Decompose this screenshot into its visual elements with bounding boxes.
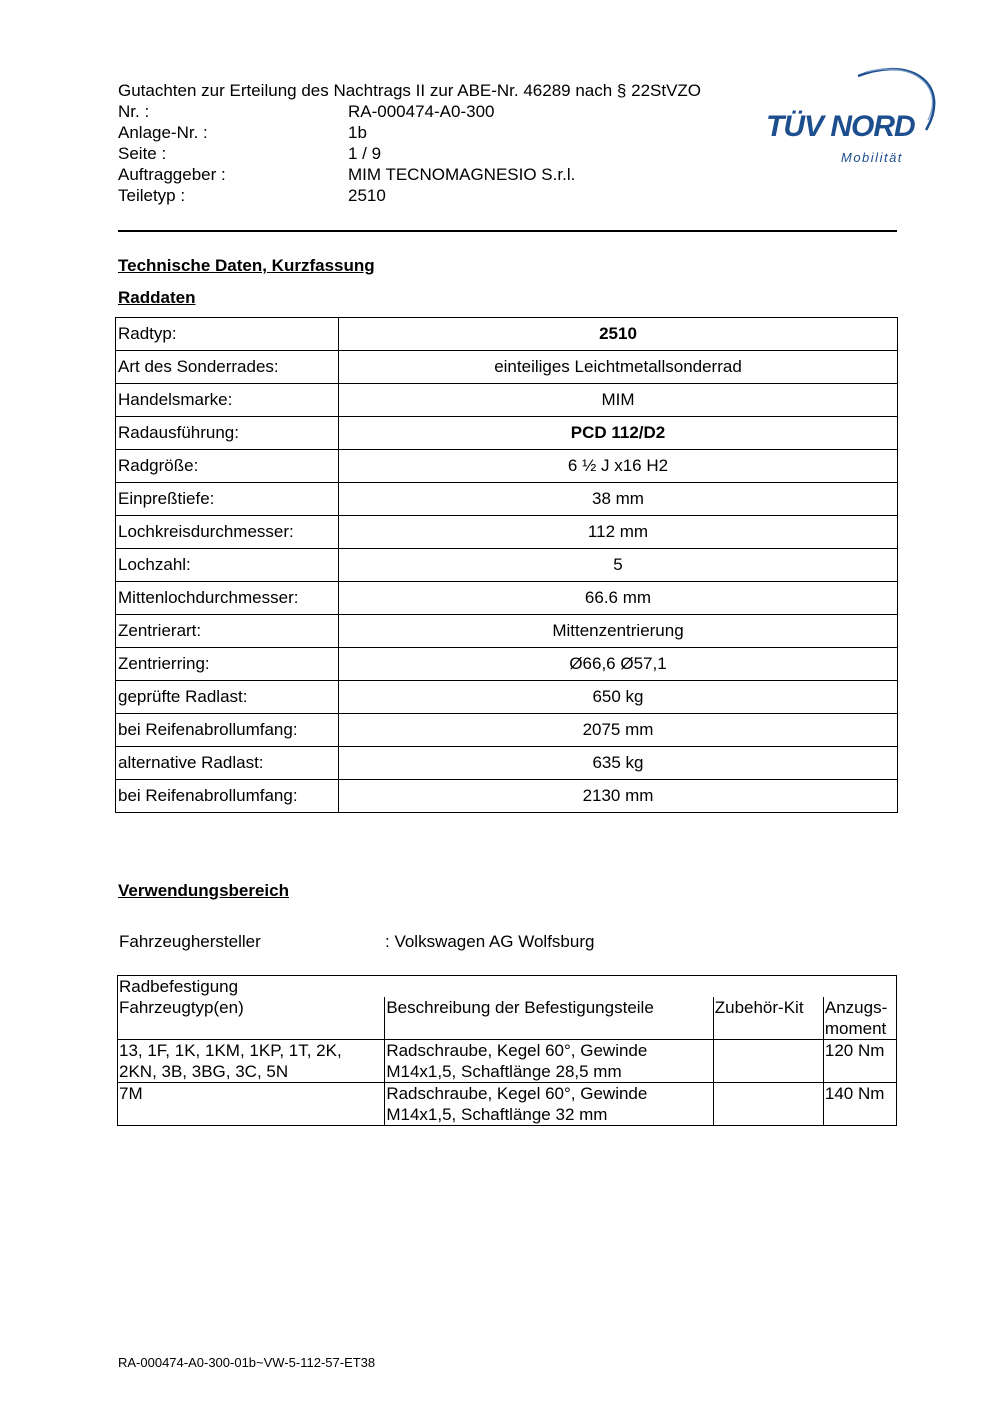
meta-row-teiletyp bbox=[118, 185, 701, 206]
table-title-row bbox=[118, 976, 897, 998]
meta-row-seite bbox=[118, 143, 701, 164]
column-header: Fahrzeugtyp(en) bbox=[118, 997, 385, 1040]
row-label: bei Reifenabrollumfang: bbox=[116, 714, 339, 747]
fixing-description-cell: Radschraube, Kegel 60°, Gewinde M14x1,5, Schaftlänge 28,5 mm bbox=[385, 1040, 713, 1083]
table-row bbox=[118, 1083, 897, 1126]
row-label: Radtyp: bbox=[116, 318, 339, 351]
logo-wordmark: TÜV NORD bbox=[766, 110, 915, 143]
row-label: Radgröße: bbox=[116, 450, 339, 483]
wheel-data-heading: Raddaten bbox=[118, 288, 196, 307]
section-title: Technische Daten, Kurzfassung bbox=[118, 256, 375, 275]
document-title: Gutachten zur Erteilung des Nachtrags II zur ABE-Nr. 46289 nach § 22StVZO bbox=[118, 81, 702, 100]
torque-cell: 140 Nm bbox=[823, 1083, 896, 1126]
row-value: 66.6 mm bbox=[339, 582, 898, 615]
meta-row-auftraggeber bbox=[118, 164, 701, 185]
table-row bbox=[116, 714, 898, 747]
row-value: 38 mm bbox=[339, 483, 898, 516]
table-header-row bbox=[118, 997, 897, 1040]
accessory-kit-cell bbox=[713, 1083, 823, 1126]
meta-value: 1 / 9 bbox=[348, 144, 382, 163]
table-row bbox=[116, 549, 898, 582]
manufacturer-value: : Volkswagen AG Wolfsburg bbox=[385, 932, 595, 951]
document-footer: RA-000474-A0-300-01b~VW-5-112-57-ET38 bbox=[118, 1355, 376, 1370]
header-divider bbox=[118, 230, 897, 232]
table-row bbox=[116, 747, 898, 780]
accessory-kit-cell bbox=[713, 1040, 823, 1083]
row-value: 2510 bbox=[339, 318, 898, 351]
table-row bbox=[116, 483, 898, 516]
wheel-data-table bbox=[115, 317, 898, 813]
vehicle-types-cell: 13, 1F, 1K, 1KM, 1KP, 1T, 2K, 2KN, 3B, 3BG, 3C, 5N bbox=[118, 1040, 385, 1083]
table-row bbox=[116, 351, 898, 384]
table-row bbox=[116, 681, 898, 714]
column-header: Zubehör-Kit bbox=[713, 997, 823, 1040]
row-label: Mittenlochdurchmesser: bbox=[116, 582, 339, 615]
row-value: 6 ½ J x16 H2 bbox=[339, 450, 898, 483]
document-header bbox=[118, 80, 701, 206]
row-value: 2075 mm bbox=[339, 714, 898, 747]
meta-label: Auftraggeber : bbox=[118, 165, 226, 184]
row-label: Art des Sonderrades: bbox=[116, 351, 339, 384]
meta-value: 2510 bbox=[348, 186, 386, 205]
row-label: Zentrierring: bbox=[116, 648, 339, 681]
tuv-nord-logo bbox=[766, 58, 944, 168]
row-label: Lochkreisdurchmesser: bbox=[116, 516, 339, 549]
row-label: Einpreßtiefe: bbox=[116, 483, 339, 516]
column-header: Anzugs-moment bbox=[823, 997, 896, 1040]
torque-cell: 120 Nm bbox=[823, 1040, 896, 1083]
table-row bbox=[116, 780, 898, 813]
row-label: Lochzahl: bbox=[116, 549, 339, 582]
fixing-description-cell: Radschraube, Kegel 60°, Gewinde M14x1,5, Schaftlänge 32 mm bbox=[385, 1083, 713, 1126]
vehicle-types-cell: 7M bbox=[118, 1083, 385, 1126]
row-value: PCD 112/D2 bbox=[339, 417, 898, 450]
row-value: 635 kg bbox=[339, 747, 898, 780]
meta-value: MIM TECNOMAGNESIO S.r.l. bbox=[348, 165, 576, 184]
table-row bbox=[116, 450, 898, 483]
row-value: MIM bbox=[339, 384, 898, 417]
table-title: Radbefestigung bbox=[118, 976, 897, 998]
table-row bbox=[116, 582, 898, 615]
manufacturer-label: Fahrzeughersteller bbox=[119, 932, 261, 951]
row-label: Radausführung: bbox=[116, 417, 339, 450]
row-label: Zentrierart: bbox=[116, 615, 339, 648]
row-label: alternative Radlast: bbox=[116, 747, 339, 780]
row-value: Ø66,6 Ø57,1 bbox=[339, 648, 898, 681]
row-label: Handelsmarke: bbox=[116, 384, 339, 417]
row-value: 112 mm bbox=[339, 516, 898, 549]
table-row bbox=[116, 417, 898, 450]
usage-heading: Verwendungsbereich bbox=[118, 881, 289, 900]
meta-label: Teiletyp : bbox=[118, 186, 186, 205]
meta-value: 1b bbox=[348, 123, 367, 142]
logo-subtitle: Mobilität bbox=[841, 150, 903, 165]
column-header: Beschreibung der Befestigungsteile bbox=[385, 997, 713, 1040]
meta-value: RA-000474-A0-300 bbox=[348, 102, 495, 121]
row-value: 5 bbox=[339, 549, 898, 582]
manufacturer-line bbox=[119, 932, 594, 952]
row-value: Mittenzentrierung bbox=[339, 615, 898, 648]
meta-label: Seite : bbox=[118, 144, 167, 163]
row-value: 2130 mm bbox=[339, 780, 898, 813]
table-row bbox=[116, 648, 898, 681]
table-row bbox=[116, 516, 898, 549]
meta-row-nr bbox=[118, 101, 701, 122]
table-row bbox=[116, 318, 898, 351]
row-value: einteiliges Leichtmetallsonderrad bbox=[339, 351, 898, 384]
row-label: geprüfte Radlast: bbox=[116, 681, 339, 714]
table-row bbox=[118, 1040, 897, 1083]
meta-label: Anlage-Nr. : bbox=[118, 123, 208, 142]
wheel-fixing-table bbox=[117, 975, 897, 1126]
meta-label: Nr. : bbox=[118, 102, 150, 121]
table-row bbox=[116, 384, 898, 417]
row-label: bei Reifenabrollumfang: bbox=[116, 780, 339, 813]
table-row bbox=[116, 615, 898, 648]
meta-row-anlage bbox=[118, 122, 701, 143]
row-value: 650 kg bbox=[339, 681, 898, 714]
